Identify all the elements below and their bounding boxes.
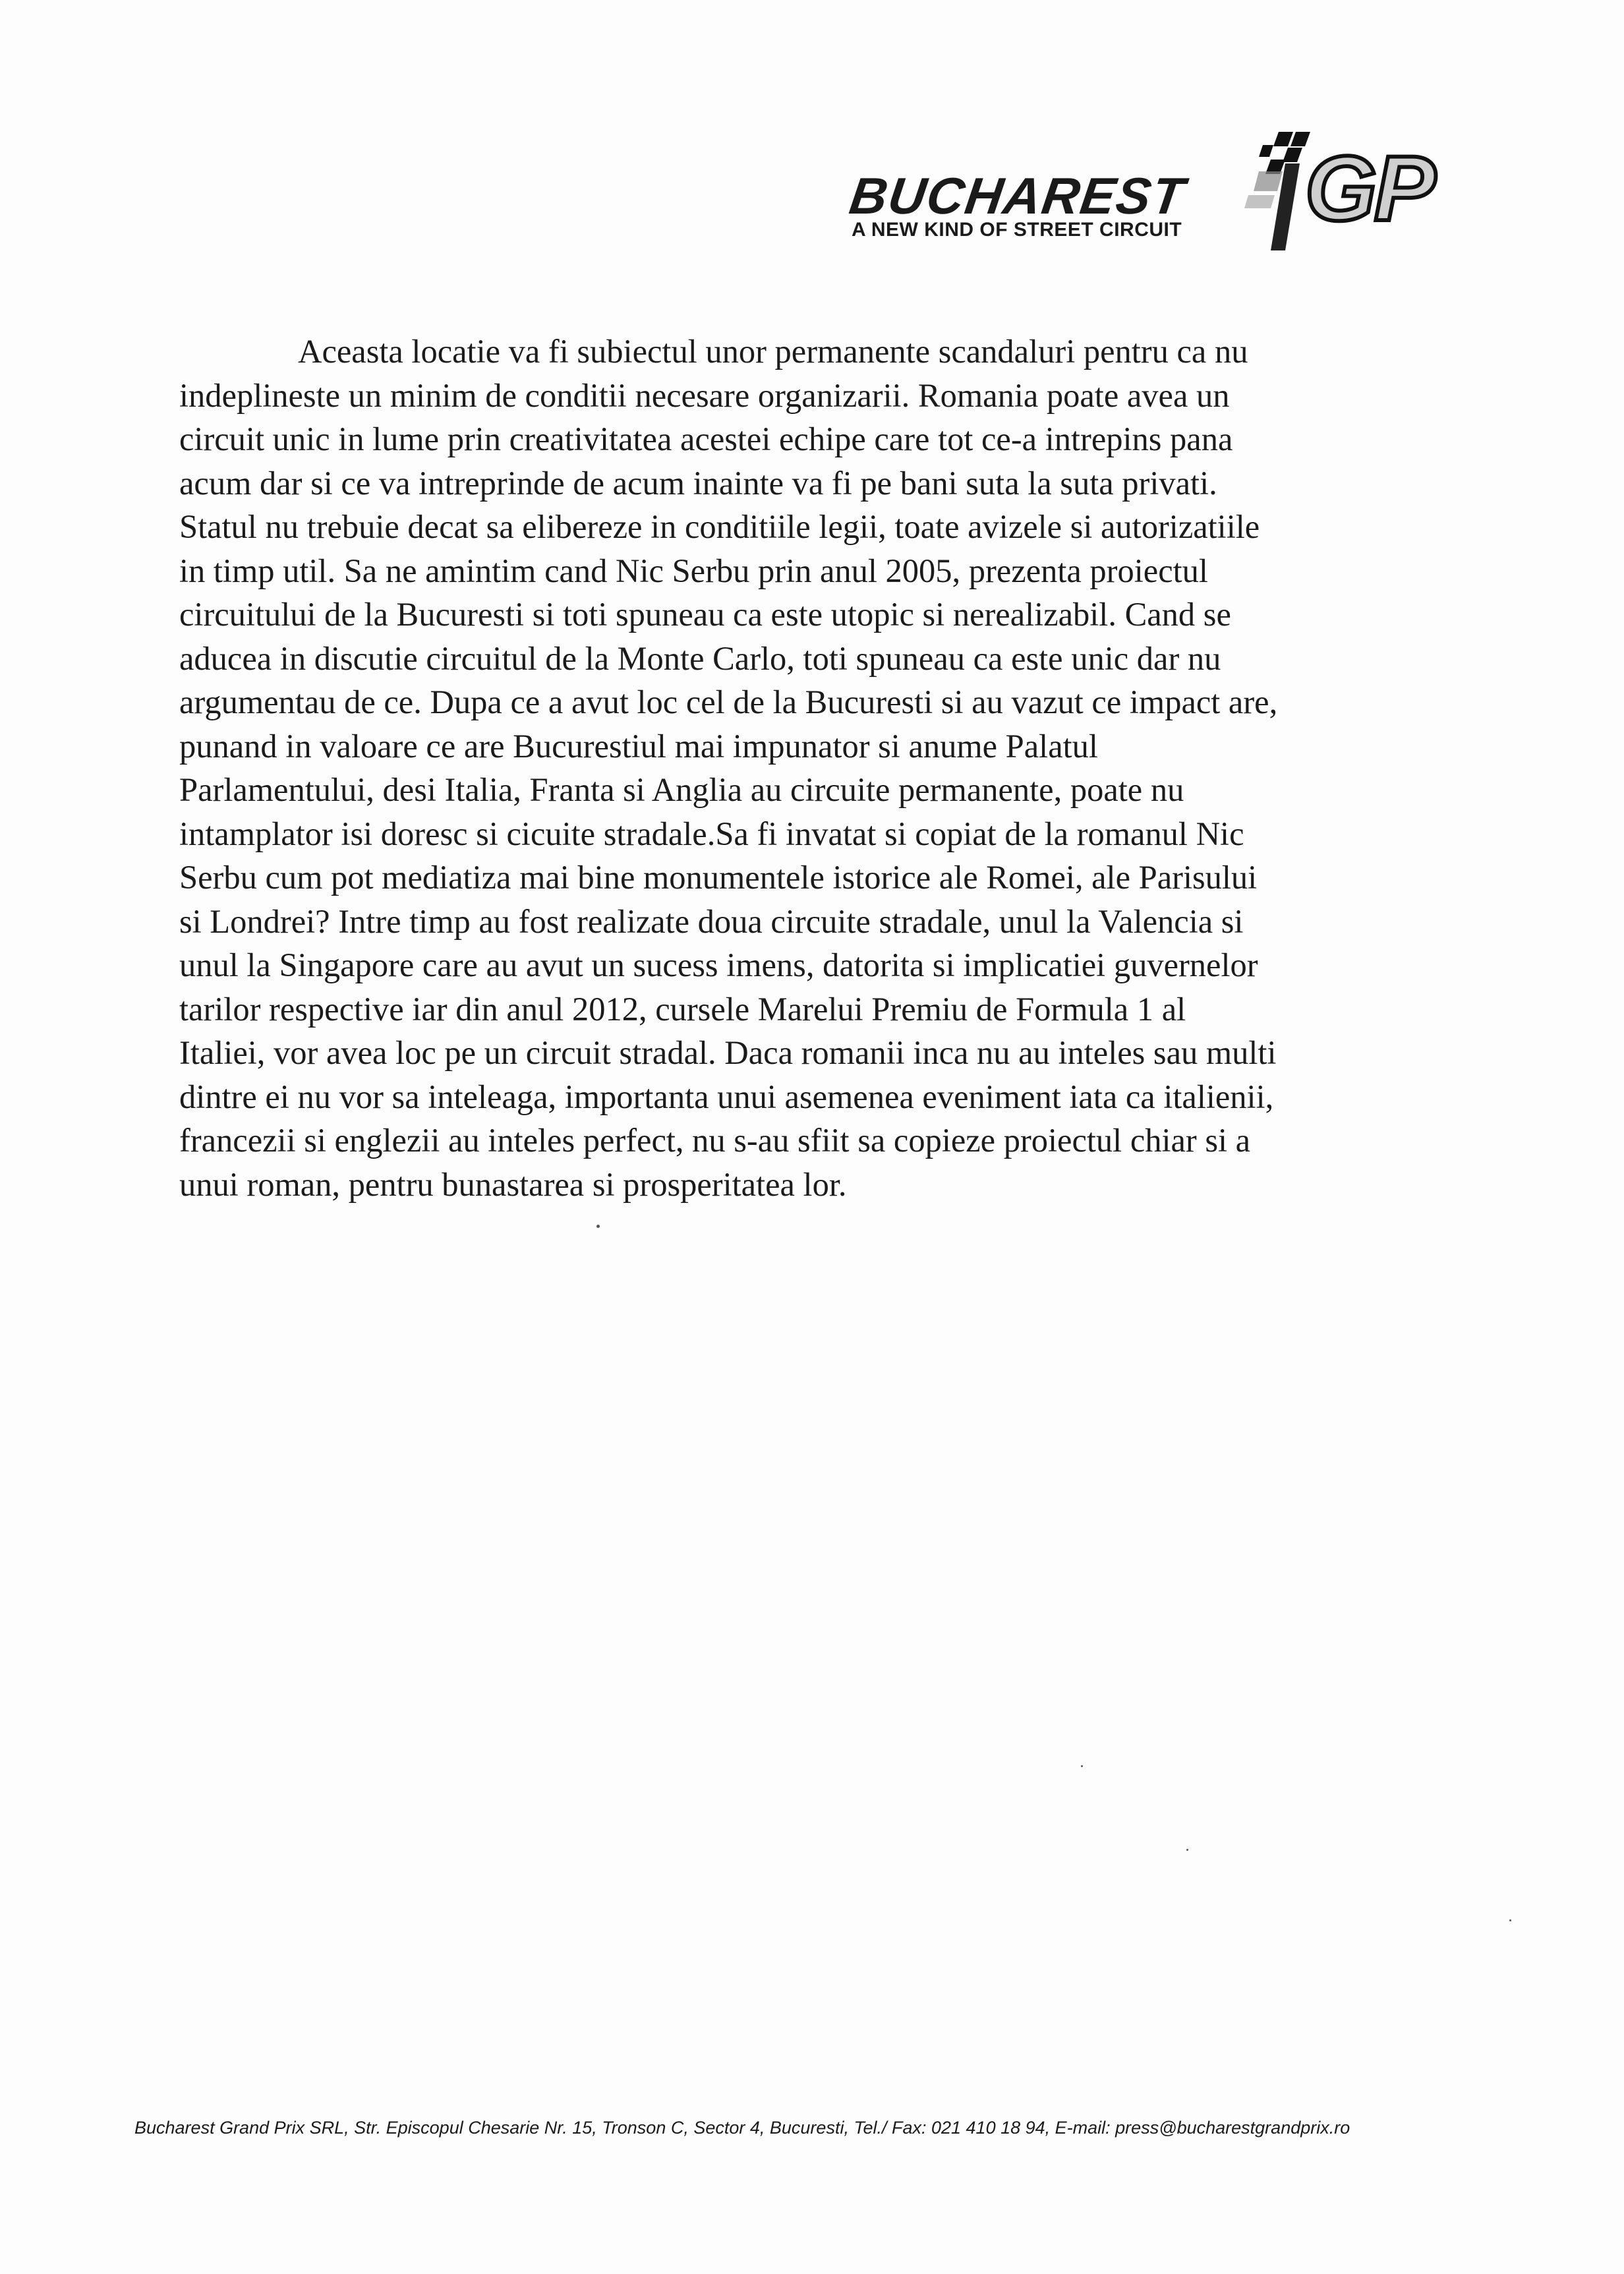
body-line: aducea in discutie circuitul de la Monte Carlo, toti spuneau ca este unic dar nu (179, 639, 1221, 677)
body-line: tarilor respective iar din anul 2012, cursele Marelui Premiu de Formula 1 al (179, 990, 1186, 1028)
body-line: unui roman, pentru bunastarea si prosperitatea lor. (179, 1165, 847, 1203)
body-line: indeplineste un minim de conditii necesare organizarii. Romania poate avea un (179, 376, 1230, 414)
body-line: Statul nu trebuie decat sa elibereze in conditiile legii, toate avizele si autorizatiile (179, 508, 1260, 545)
body-line: Serbu cum pot mediatiza mai bine monumentele istorice ale Romei, ale Parisului (179, 859, 1258, 896)
body-line: Italiei, vor avea loc pe un circuit stradal. Daca romanii inca nu au inteles sau multi (179, 1034, 1277, 1071)
scan-speck (1509, 1919, 1511, 1921)
bucharest-gp-logo (846, 132, 1470, 257)
body-line: francezii si englezii au inteles perfect, nu s-au sfiit sa copieze proiectul chiar si a (179, 1122, 1251, 1159)
body-line: punand in valoare ce are Bucurestiul mai impunator si anume Palatul (179, 727, 1098, 765)
scan-speck (1081, 1765, 1083, 1767)
scan-speck (1186, 1849, 1188, 1851)
checkered-flag-icon (1219, 132, 1318, 250)
body-line: intamplator isi doresc si cicuite stradale.Sa fi invatat si copiat de la romanul Nic (179, 815, 1244, 852)
body-line: unul la Singapore care au avut un sucess imens, datorita si implicatiei guvernelor (179, 947, 1258, 983)
footer-contact: Bucharest Grand Prix SRL, Str. Episcopul Chesarie Nr. 15, Tronson C, Sector 4, Bucuresti, Tel./ Fax: 021 410 18 94, E-mail: press@bucharestgrandprix.ro (134, 2118, 1350, 2138)
body-line: argumentau de ce. Dupa ce a avut loc cel de la Bucuresti si au vazut ce impact are, (179, 684, 1278, 720)
body-line: si Londrei? Intre timp au fost realizate doua circuite stradale, unul la Valencia si (179, 902, 1244, 940)
body-paragraph (179, 330, 1471, 1206)
scan-speck (596, 1225, 600, 1228)
logo-gp-mark: GP (1305, 136, 1434, 240)
body-line: circuit unic in lume prin creativitatea acestei echipe care tot ce-a intrepins pana (179, 421, 1233, 457)
body-line: Aceasta locatie va fi subiectul unor permanente scandaluri pentru ca nu (298, 333, 1248, 370)
body-line: in timp util. Sa ne amintim cand Nic Serbu prin anul 2005, prezenta proiectul (179, 552, 1208, 589)
body-line: acum dar si ce va intreprinde de acum inainte va fi pe bani suta la suta privati. (179, 464, 1217, 502)
body-line: dintre ei nu vor sa inteleaga, importanta unui asemenea eveniment iata ca italienii, (179, 1078, 1274, 1115)
body-line: Parlamentului, desi Italia, Franta si Anglia au circuite permanente, poate nu (179, 771, 1184, 808)
body-line: circuitului de la Bucuresti si toti spuneau ca este utopic si nerealizabil. Cand se (179, 596, 1231, 633)
logo-tagline: A NEW KIND OF STREET CIRCUIT (852, 219, 1182, 241)
logo-brand-word: BUCHAREST (846, 167, 1189, 225)
